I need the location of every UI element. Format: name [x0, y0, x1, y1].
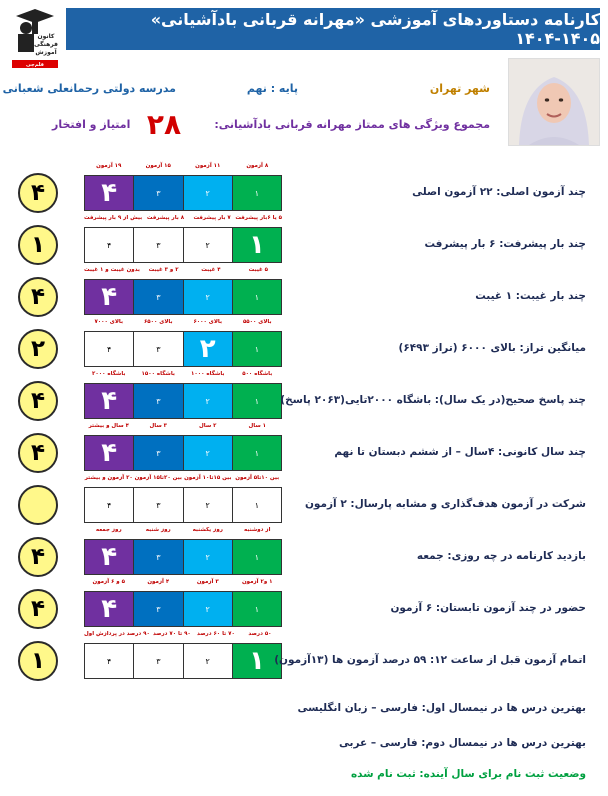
report-title: کارنامه دستاوردهای آموزشی «مهرانه قربانی بادآشیانی» ۱۴۰۵-۱۴۰۴	[150, 10, 600, 48]
level-label: ۱۵ آزمون	[145, 163, 171, 169]
row-level-cells	[84, 591, 282, 627]
row-level-labels	[84, 319, 282, 329]
level-cell: ۱	[232, 436, 281, 470]
level-cell: ۳	[133, 488, 182, 522]
row-score-badge: ۴	[18, 589, 58, 629]
level-cell: ۲	[183, 228, 232, 262]
level-label: ۳ آزمون	[196, 579, 219, 585]
level-label: بیش از ۹ بار پیشرفت	[84, 215, 143, 221]
level-cell: ۲	[183, 436, 232, 470]
level-cell: ۲	[183, 644, 232, 678]
level-label: ۲ سال	[198, 423, 217, 429]
level-cell: ۳	[133, 436, 182, 470]
total-score: ۲۸	[146, 108, 182, 141]
row-level-cells	[84, 643, 282, 679]
level-label: بالای ۵۵۰۰	[242, 319, 272, 325]
level-label: ۱ و۲ آزمون	[241, 579, 273, 585]
level-label: ۹۰ تا ۷۰ درصد	[152, 631, 191, 637]
kanoon-logo	[8, 6, 62, 68]
level-label: ۵ یا ۶بار پیشرفت	[235, 215, 282, 221]
row-level-cells	[84, 435, 282, 471]
level-cell: ۳	[133, 384, 182, 418]
total-label: مجموع ویژگی های ممتاز مهرانه قربانی بادآشیانی:	[214, 118, 490, 131]
row-score-badge	[18, 485, 58, 525]
report-title-bar	[66, 8, 600, 50]
level-label: باشگاه ۵۰۰	[242, 371, 273, 377]
level-label: ۸ آزمون	[246, 163, 269, 169]
row-question: چند آزمون اصلی: ۲۲ آزمون اصلی	[412, 186, 586, 198]
level-cell: ۱	[232, 540, 281, 574]
row-level-labels	[84, 267, 282, 277]
row-level-labels	[84, 631, 282, 641]
level-label: ۱ سال	[248, 423, 267, 429]
total-unit: امتیاز و افتخار	[52, 118, 131, 131]
level-cell: ۱	[232, 176, 281, 210]
level-label: ۸ بار پیشرفت	[146, 215, 185, 221]
row-level-cells	[84, 175, 282, 211]
level-cell: ۴	[106, 344, 112, 354]
level-label: ۹۰ درصد در پردازش اول	[84, 631, 150, 637]
level-cell: ۱	[232, 488, 281, 522]
row-question: چند پاسخ صحیح(در یک سال): باشگاه ۲۰۰۰تایی(۲۰۶۳ پاسخ)	[280, 394, 586, 406]
level-cell: ۴	[85, 384, 133, 418]
row-question: اتمام آزمون قبل از ساعت ۱۲: ۵۹ درصد آزمون ها (۱۳آزمون)	[274, 654, 586, 666]
row-score-badge: ۱	[18, 225, 58, 265]
level-label: بین ۱۰تا۵ آزمون	[235, 475, 280, 481]
level-label: ۳ سال	[149, 423, 168, 429]
level-cell: ۳	[133, 540, 182, 574]
level-label: بالای ۶۵۰۰	[143, 319, 173, 325]
student-photo	[508, 58, 600, 146]
row-question: حضور در چند آزمون تابستان: ۶ آزمون	[390, 602, 586, 614]
row-level-labels	[84, 579, 282, 589]
level-cell: ۴	[85, 280, 133, 314]
row-score-badge: ۴	[18, 277, 58, 317]
level-label: بالای ۶۰۰۰	[193, 319, 223, 325]
level-label: ۴ غیبت	[201, 267, 221, 273]
level-cell: ۲	[183, 280, 232, 314]
row-score-badge: ۴	[18, 173, 58, 213]
row-level-labels	[84, 215, 282, 225]
level-cell: ۴	[106, 240, 112, 250]
level-label: ۲ و ۳ غیبت	[148, 267, 179, 273]
level-cell: ۴	[85, 176, 133, 210]
row-level-labels	[84, 371, 282, 381]
row-level-labels	[84, 423, 282, 433]
level-cell: ۲	[183, 592, 232, 626]
level-cell: ۲	[183, 488, 232, 522]
row-question: میانگین تراز: بالای ۶۰۰۰ (تراز ۶۴۹۳)	[398, 342, 586, 354]
level-cell: ۱	[232, 280, 281, 314]
row-score-badge: ۴	[18, 381, 58, 421]
level-cell: ۳	[133, 592, 182, 626]
level-cell: ۳	[133, 332, 182, 366]
level-label: ۲۰ آزمون و بیشتر	[84, 475, 133, 481]
logo-text-2: فرهنگی	[34, 41, 58, 48]
level-label: ۴ آزمون	[147, 579, 170, 585]
level-label: ۵ غیبت	[248, 267, 268, 273]
level-label: ۴ سال و بیشتر	[88, 423, 129, 429]
row-score-badge: ۲	[18, 329, 58, 369]
level-cell: ۴	[85, 592, 133, 626]
level-cell: ۳	[133, 644, 182, 678]
row-level-cells	[84, 539, 282, 575]
level-cell: ۲	[183, 176, 232, 210]
level-cell: ۱	[232, 592, 281, 626]
row-level-labels	[84, 163, 282, 173]
level-label: روز یکشنبه	[192, 527, 223, 533]
level-label: روز شنبه	[145, 527, 171, 533]
student-city: شهر تهران	[429, 82, 490, 95]
row-question: چند سال کانونی: ۴سال – از ششم دبستان تا نهم	[334, 446, 586, 458]
level-cell: ۲	[183, 540, 232, 574]
level-label: ۱۱ آزمون	[195, 163, 221, 169]
level-cell: ۱	[232, 228, 281, 262]
row-score-badge: ۴	[18, 433, 58, 473]
logo-text-4: قلم‌چی	[26, 62, 44, 68]
level-label: ۷ بار پیشرفت	[193, 215, 231, 221]
level-label: بدون غیبت و ۱ غیبت	[84, 267, 140, 273]
level-label: باشگاه ۱۰۰۰	[191, 371, 225, 377]
level-label: ۵۰ درصد	[248, 631, 272, 637]
level-cell: ۴	[85, 436, 133, 470]
footer-best-lessons-1: بهترین درس ها در نیمسال اول: فارسی – زبان انگلیسی	[297, 702, 586, 714]
level-label: بین ۲۰تا۱۵ آزمون	[134, 475, 182, 481]
level-cell: ۲	[183, 384, 232, 418]
level-label: باشگاه ۲۰۰۰	[92, 371, 126, 377]
level-label: از دوشنبه	[244, 527, 271, 533]
level-label: روز جمعه	[95, 527, 122, 533]
level-cell: ۳	[133, 176, 182, 210]
student-school: مدرسه دولتی رحمانعلی شعبانی	[2, 82, 176, 95]
level-cell: ۱	[232, 644, 281, 678]
row-score-badge: ۱	[18, 641, 58, 681]
level-cell: ۱	[232, 384, 281, 418]
level-cell: ۳	[133, 280, 182, 314]
student-grade: پایه : نهم	[246, 82, 298, 95]
level-label: بالای ۷۰۰۰	[94, 319, 124, 325]
level-label: ۱۹ آزمون	[96, 163, 122, 169]
level-label: ۷۰ تا ۶۰ درصد	[197, 631, 235, 637]
row-question: چند بار پیشرفت: ۶ بار پیشرفت	[424, 238, 586, 250]
row-level-cells	[84, 487, 282, 523]
level-label: ۵ و ۶ آزمون	[92, 579, 125, 585]
footer-registration-status: وضعیت ثبت نام برای سال آینده: ثبت نام شده	[350, 768, 586, 780]
level-cell: ۳	[133, 228, 182, 262]
level-cell: ۴	[106, 656, 112, 666]
level-cell: ۴	[85, 540, 133, 574]
level-label: بین ۱۵تا۱۰ آزمون	[184, 475, 232, 481]
row-score-badge: ۴	[18, 537, 58, 577]
row-level-labels	[84, 475, 282, 485]
row-level-cells	[84, 279, 282, 315]
row-level-labels	[84, 527, 282, 537]
logo-text-1: کانون	[37, 33, 55, 40]
footer-best-lessons-2: بهترین درس ها در نیمسال دوم: فارسی – عربی	[338, 737, 586, 749]
level-cell: ۴	[106, 500, 112, 510]
level-cell: ۱	[232, 332, 281, 366]
row-level-cells	[84, 331, 282, 367]
row-question: شرکت در آزمون هدف‌گذاری و مشابه پارسال: ۲ آزمون	[304, 498, 586, 510]
logo-text-3: آموزش	[35, 49, 57, 56]
row-level-cells	[84, 227, 282, 263]
row-level-cells	[84, 383, 282, 419]
row-question: چند بار غیبت: ۱ غیبت	[475, 290, 586, 302]
level-cell: ۲	[183, 332, 232, 366]
level-label: باشگاه ۱۵۰۰	[141, 371, 175, 377]
row-question: بازدید کارنامه در چه روزی: جمعه	[416, 550, 586, 562]
